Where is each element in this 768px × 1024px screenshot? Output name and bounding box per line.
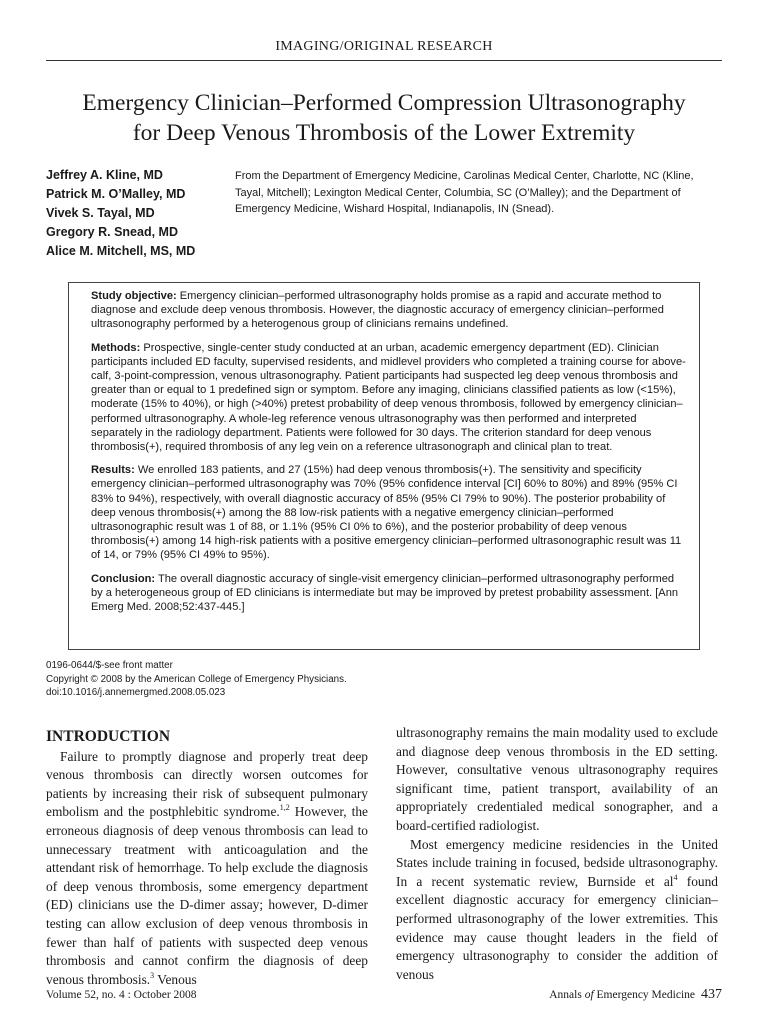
- abstract-results: [91, 463, 687, 562]
- affiliations: From the Department of Emergency Medicine, Carolinas Medical Center, Charlotte, NC (Kline, Tayal, Mitchell); Lexington Medical Center, Columbia, SC (O’Malley); and the Department of Emergency Medicine, Wishard Hospital, Indianapolis, IN (Snead).: [235, 170, 694, 215]
- conclusion-label: Conclusion:: [91, 572, 156, 585]
- paragraph-text: Most emergency medicine residencies in the United States include training in focused, bedside ultrasonography. In a recent systematic review, Burnside et al: [396, 836, 718, 889]
- paragraph-text: Failure to promptly diagnose and properly treat deep venous thrombosis can directly worsen outcomes for patients by increasing their risk of subsequent pulmonary embolism and the postphlebitic syndrome.: [46, 748, 368, 820]
- methods-label: Methods:: [91, 341, 141, 354]
- body-column-right: [396, 724, 718, 984]
- author: Vivek S. Tayal, MD: [46, 206, 155, 220]
- body-column-left: [46, 728, 368, 989]
- section-label: IMAGING/ORIGINAL RESEARCH: [275, 39, 493, 54]
- paragraph-text: However, the erroneous diagnosis of deep venous thrombosis can lead to unnecessary treatment with anticoagulation and the attendant risk of hemorrhage. To help exclude the diagnosis of deep venous thrombosis, some emergency department (ED) clinicians use the D-dimer assay; however, D-dimer testing can allow exclusion of deep venous thrombosis in fewer than half of patients with suspected deep venous thrombosis and cannot confirm the diagnosis of deep venous thrombosis.: [46, 804, 368, 987]
- body-paragraph: [46, 748, 368, 990]
- journal-name-b: Emergency Medicine: [593, 989, 695, 1001]
- author: Jeffrey A. Kline, MD: [46, 168, 163, 182]
- doi-line: doi:10.1016/j.annemergmed.2008.05.023: [46, 687, 226, 698]
- header-rule: [46, 60, 722, 61]
- introduction-heading: INTRODUCTION: [46, 728, 171, 745]
- author: Alice M. Mitchell, MS, MD: [46, 244, 196, 258]
- title-line-1: Emergency Clinician–Performed Compression Ultrasonography: [82, 90, 686, 116]
- paragraph-text: Venous: [154, 971, 197, 987]
- reference-marker: 3: [150, 970, 155, 980]
- results-text: We enrolled 183 patients, and 27 (15%) had deep venous thrombosis(+). The sensitivity and specificity emergency clinician–performed ultrasonography was 70% (95% confidence interval [CI] 60% to 80%) and 89% (95% CI 83% to 94%), respectively, with overall diagnostic accuracy of 85% (95% CI 79% to 90%). The posterior probability of deep venous thrombosis(+) among the 88 low-risk patients with a negative emergency clinician–performed ultrasonographic result was 1 of 88, or 1.1% (95% CI 0% to 6%), and the posterior probability of deep venous thrombosis(+) among 14 high-risk patients with a positive emergency clinician–performed ultrasonographic result was 11 of 14, or 79% (95% CI 49% to 95%).: [91, 464, 682, 562]
- objective-label: Study objective:: [91, 290, 177, 302]
- results-label: Results:: [91, 464, 135, 477]
- front-matter-line: 0196-0644/$-see front matter: [46, 660, 173, 671]
- journal-name-of: of: [584, 989, 594, 1001]
- abstract-methods: [91, 341, 687, 455]
- methods-text: Prospective, single-center study conducted at an urban, academic emergency department (ED). Clinician participants included ED faculty, supervised residents, and midlevel providers who completed a training course for above-calf, 3-point-compression, venous ultrasonography. Patient participants had suspected leg deep venous thrombosis and greater than or equal to 1 predefined sign or symptom. Before any imaging, clinicians classified patients as low (<15%), moderate (15% to 40%), or high (>40%) pretest probability of deep venous thrombosis, followed by emergency clinician–performed ultrasonography. A whole-leg reference venous ultrasonography was then performed and interpreted separately in the radiology department. Patients were followed for 30 days. The criterion standard for deep venous thrombosis(+), required thrombosis of any leg vein on a reference ultrasonograph and clinical plan to treat.: [91, 341, 686, 454]
- footer-journal: [549, 987, 722, 1003]
- objective-text: Emergency clinician–performed ultrasonography holds promise as a rapid and accurate method to diagnose and exclude deep venous thrombosis. However, the diagnostic accuracy of emergency clinician–performed ultrasonography performed by a heterogenous group of clinicians remains undefined.: [91, 290, 664, 331]
- title-line-2: for Deep Venous Thrombosis of the Lower Extremity: [132, 120, 636, 146]
- body-paragraph: ultrasonography remains the main modality used to exclude and diagnose deep venous thrombosis in the ED setting. However, consultative venous ultrasonography requires significant time, patient transport, availability of an appropriately credentialed medical sonographer, and a board-certified radiologist.: [396, 725, 718, 833]
- footer-volume: Volume 52, no. 4 : October 2008: [46, 989, 197, 1001]
- reference-marker: 1,2: [279, 803, 290, 813]
- abstract-box: [68, 282, 700, 650]
- article-title: [40, 88, 728, 148]
- body-paragraph: [396, 836, 718, 985]
- conclusion-text: The overall diagnostic accuracy of single-visit emergency clinician–performed ultrasonography performed by a heterogeneous group of ED clinicians is intermediate but may be improved by pretest probability assessment. [Ann Emerg Med. 2008;52:437-445.]: [91, 572, 679, 614]
- author: Patrick M. O’Malley, MD: [46, 187, 186, 201]
- journal-name-a: Annals: [549, 989, 585, 1001]
- paragraph-text: found excellent diagnostic accuracy for emergency clinician–performed ultrasonography of the lower extremities. This evidence may cause thought leaders in the field of emergency ultrasonography to consider the addition of venous: [396, 873, 718, 982]
- copyright-line: Copyright © 2008 by the American College of Emergency Physicians.: [46, 673, 347, 685]
- reference-marker: 4: [673, 872, 678, 882]
- author: Gregory R. Snead, MD: [46, 225, 178, 239]
- copyright-block: [46, 659, 347, 700]
- page-number: 437: [701, 987, 722, 1002]
- author-list: [46, 166, 226, 261]
- abstract-conclusion: [91, 572, 687, 615]
- abstract-objective: [91, 289, 687, 332]
